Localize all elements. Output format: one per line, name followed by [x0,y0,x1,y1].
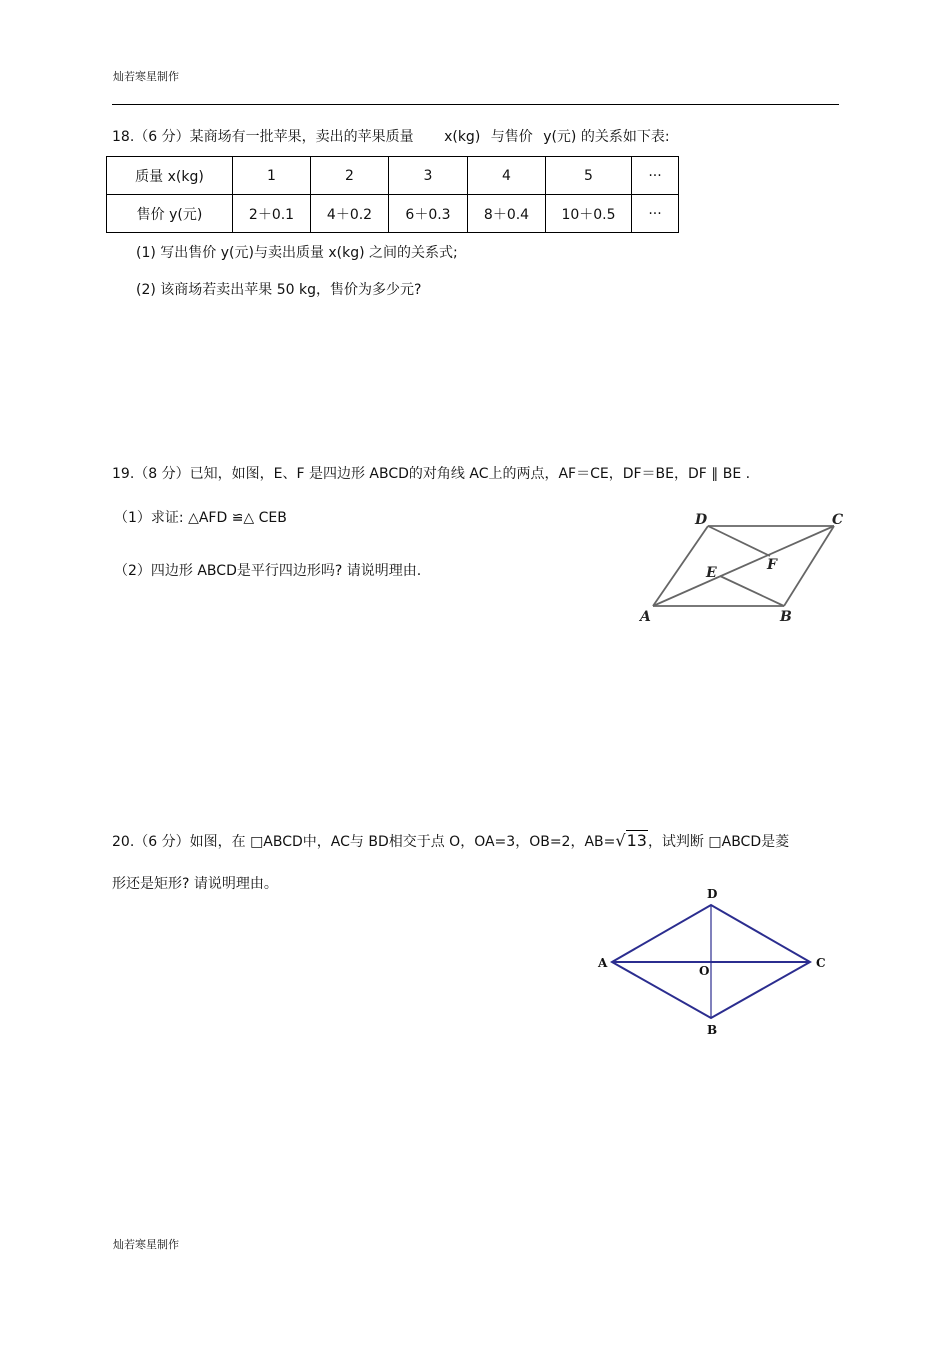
q18-stem [112,126,670,146]
table-cell: ··· [632,195,679,233]
q18-part1: (1) 写出售价 y(元)与卖出质量 x(kg) 之间的关系式; [136,245,458,261]
table-cell: 2＋0.1 [233,195,311,233]
table-cell: 3 [389,157,468,195]
q19-part1: （1）求证: △AFD ≌△ CEB [114,510,287,526]
table-row-price [107,195,679,233]
label-C: C [832,512,844,528]
q18-stem-y: y(元) [543,129,577,145]
label-F: F [767,557,777,573]
q20-stem-prefix: 20.（6 分）如图，在 □ABCD中，AC与 BD相交于点 O，OA=3，OB=2，AB= [112,834,616,850]
q20-stem-suffix: ，试判断 □ABCD是菱 [647,834,790,850]
sqrt-icon: √ [615,831,626,850]
table-header-mass: 质量 x(kg) [107,157,233,195]
q18-part2: (2) 该商场若卖出苹果 50 kg，售价为多少元? [136,282,422,298]
label-D: D [707,887,718,901]
q18-stem-x: x(kg) [444,129,481,145]
table-cell: 4＋0.2 [311,195,389,233]
q20-rhombus-figure [590,882,840,1042]
table-cell: ··· [632,157,679,195]
table-cell: 4 [468,157,546,195]
q20-stem-line2: 形还是矩形? 请说明理由。 [112,876,278,892]
q19-part2: （2）四边形 ABCD是平行四边形吗? 请说明理由. [114,563,422,579]
table-cell: 1 [233,157,311,195]
page-footer: 灿若寒星制作 [113,1238,179,1251]
q19-stem: 19.（8 分）已知，如图，E、F 是四边形 ABCD的对角线 AC上的两点，AF＝CE，DF＝BE，DF ∥ BE . [112,466,751,482]
table-cell: 8＋0.4 [468,195,546,233]
label-A: A [640,609,651,625]
q20-sqrt-value: 13 [626,831,647,850]
label-A: A [598,956,608,970]
label-C: C [816,956,826,970]
segment-EB [720,576,784,606]
q18-stem-suffix: 的关系如下表: [580,129,670,145]
label-O: O [699,964,710,978]
table-cell: 10＋0.5 [546,195,632,233]
label-B: B [707,1023,718,1037]
table-cell: 5 [546,157,632,195]
table-cell: 2 [311,157,389,195]
q18-stem-prefix: 18.（6 分）某商场有一批苹果，卖出的苹果质量 [112,129,414,145]
q18-table [106,156,679,233]
header-rule [112,104,839,105]
page-header: 灿若寒星制作 [113,70,179,83]
q19-quadrilateral-figure [630,505,850,630]
q20-stem [112,831,789,851]
label-B: B [780,609,792,625]
q18-stem-mid: 与售价 [490,129,533,145]
table-cell: 6＋0.3 [389,195,468,233]
segment-DF [708,526,770,556]
table-header-price: 售价 y(元) [107,195,233,233]
table-row-mass [107,157,679,195]
label-E: E [706,565,717,581]
label-D: D [695,512,708,528]
